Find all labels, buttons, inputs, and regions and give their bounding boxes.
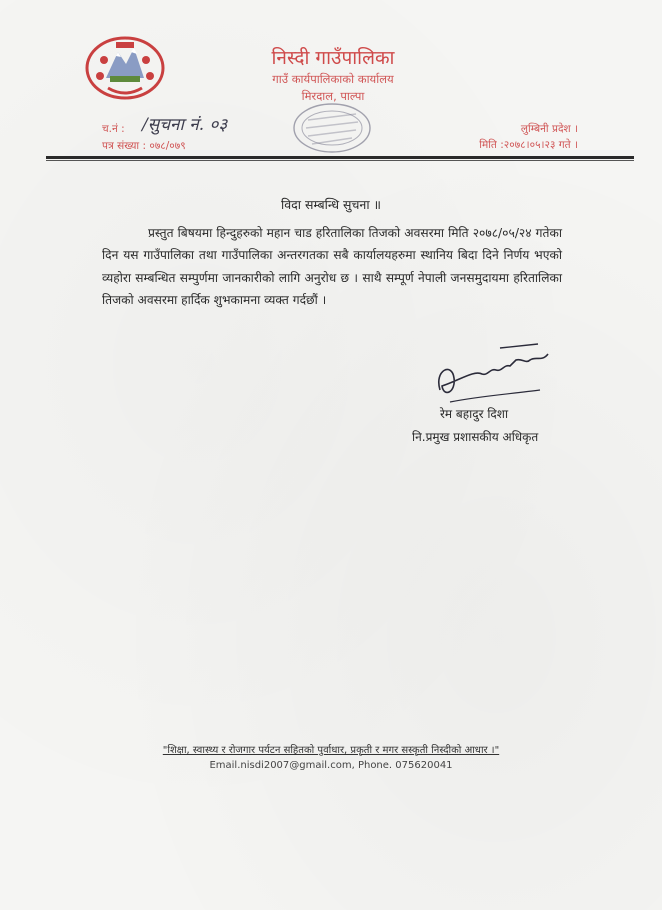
reference-value-handwritten: /सुचना नं. ०३ xyxy=(142,115,228,135)
signatory-title: नि.प्रमुख प्रशासकीय अधिकृत xyxy=(412,430,539,444)
letter-number xyxy=(102,139,186,153)
province: लुम्बिनी प्रदेश । xyxy=(520,123,578,135)
signatory-name: रेम बहादुर दिशा xyxy=(440,407,509,421)
letter-body: प्रस्तुत बिषयमा हिन्दुहरुको महान चाड हरितालिका तिजको अवसरमा मिति २०७८/०५/२४ गतेका दिन यस गाउँपालिका तथा गाउँपालिका अन्तरगतका सबै कार्यालयहरुमा स्थानिय बिदा दिने निर्णय भएको व्यहोरा सम्बन्धित सम्पुर्णमा जानकारीको लागि अनुरोध छ । साथै सम्पूर्ण नेपाली जनसमुदायमा हरितालिका तिजको अवसरमा हार्दिक शुभकामना व्यक्त गर्दछौं । xyxy=(102,226,562,308)
office-name: गाउँ कार्यपालिकाको कार्यालय xyxy=(272,72,394,86)
header-divider-thin xyxy=(46,160,634,161)
office-stamp-icon xyxy=(290,100,374,156)
footer-motto-text: "शिक्षा, स्वास्थ्य र रोजगार पर्यटन सहितको पुर्वाधार, प्रकृती र मगर सस्कृती निस्दीको आधार ।" xyxy=(162,745,500,756)
letter-subject: विदा सम्बन्धि सुचना ॥ xyxy=(280,197,382,212)
footer-motto xyxy=(0,742,662,756)
signature-icon xyxy=(430,340,560,410)
reference-number xyxy=(102,122,125,136)
header-divider-thick xyxy=(46,156,634,159)
nepal-emblem-icon xyxy=(82,30,168,102)
reference-label: च.नं : xyxy=(102,123,125,135)
office-location: मिरदाल, पाल्पा xyxy=(301,89,365,103)
letter-number-value: ०७८/०७९ xyxy=(149,140,186,152)
org-name: निस्दी गाउँपालिका xyxy=(271,47,395,69)
letter-number-label: पत्र संख्या : xyxy=(102,140,147,152)
footer-contact: Email.nisdi2007@gmail.com, Phone. 075620041 xyxy=(209,760,453,771)
letter-date: मिति :२०७८।०५।२३ गते । xyxy=(479,139,578,151)
